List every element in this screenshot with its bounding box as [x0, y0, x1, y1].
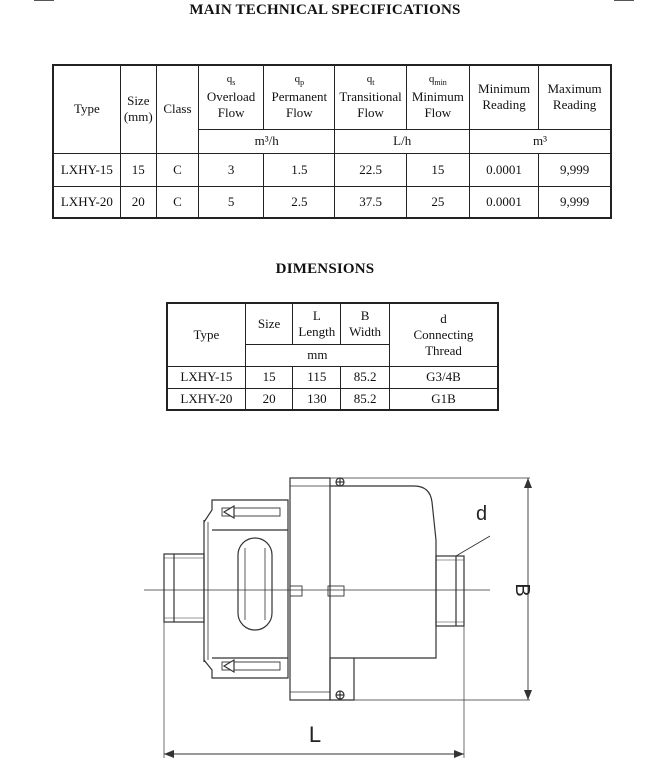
- table-cell: 15: [120, 153, 156, 186]
- qp-name: Permanent Flow: [271, 89, 328, 121]
- register-housing: [330, 478, 530, 700]
- dims-header-type: Type: [167, 303, 245, 366]
- spec-header-min-reading: Minimum Reading: [469, 65, 538, 129]
- spec-table: [52, 64, 612, 219]
- table-cell: 25: [406, 186, 469, 218]
- table-cell: 20: [245, 388, 293, 410]
- spec-header-qp: [264, 65, 335, 129]
- l-label: L: [308, 722, 322, 747]
- qp-symbol: q: [294, 73, 301, 86]
- d-label: d: [476, 503, 488, 525]
- table-row: [53, 186, 611, 218]
- right-connector: [436, 556, 464, 626]
- center-flange: [290, 478, 344, 700]
- qmin-symbol: q: [428, 73, 435, 86]
- table-cell: 22.5: [335, 153, 406, 186]
- d-symbol: d: [440, 310, 447, 326]
- b-name: Width: [349, 323, 382, 339]
- table-cell: 15: [406, 153, 469, 186]
- table-cell: 0.0001: [469, 153, 538, 186]
- table-cell: 15: [245, 366, 293, 388]
- table-cell: LXHY-20: [167, 388, 245, 410]
- inlet-housing: [204, 500, 288, 678]
- qmin-name: Minimum Flow: [411, 89, 464, 121]
- qt-subscript: t: [372, 78, 375, 88]
- table-cell: 2.5: [264, 186, 335, 218]
- b-label: B: [511, 583, 533, 597]
- table-cell: 1.5: [264, 153, 335, 186]
- dims-title: DIMENSIONS: [275, 261, 375, 277]
- b-symbol: B: [360, 307, 370, 323]
- table-cell: 0.0001: [469, 186, 538, 218]
- water-meter-drawing: [140, 462, 560, 766]
- qmin-subscript: min: [434, 78, 447, 88]
- table-cell: 37.5: [335, 186, 406, 218]
- table-row: [167, 366, 498, 388]
- qp-subscript: p: [300, 78, 305, 88]
- screw-icon: [336, 478, 344, 486]
- table-row: [53, 153, 611, 186]
- table-cell: 85.2: [341, 388, 390, 410]
- top-rule-right: [614, 0, 634, 1]
- dims-table: [166, 302, 499, 411]
- dims-header-size: Size: [245, 303, 293, 344]
- spec-header-max-reading: Maximum Reading: [539, 65, 611, 129]
- flow-arrow-icon: [222, 660, 280, 672]
- screw-icon: [336, 691, 344, 699]
- dims-header-d: [389, 303, 498, 366]
- d-name: Connecting Thread: [413, 326, 474, 358]
- table-cell: 9,999: [539, 153, 611, 186]
- dims-unit-mm: mm: [245, 344, 389, 366]
- spec-unit-m3h: m³/h: [199, 129, 335, 153]
- qs-name: Overload Flow: [206, 89, 256, 121]
- spec-header-size: Size (mm): [120, 65, 156, 153]
- table-cell: 9,999: [539, 186, 611, 218]
- table-cell: 20: [120, 186, 156, 218]
- table-cell: 130: [293, 388, 341, 410]
- top-rule-left: [34, 0, 54, 1]
- table-cell: 3: [199, 153, 264, 186]
- table-cell: LXHY-15: [167, 366, 245, 388]
- spec-header-qt: [335, 65, 406, 129]
- table-cell: C: [156, 186, 198, 218]
- l-name: Length: [298, 323, 336, 339]
- table-row: [167, 388, 498, 410]
- dims-header-b: [341, 303, 390, 344]
- table-cell: G3/4B: [389, 366, 498, 388]
- spec-unit-m3: m³: [469, 129, 611, 153]
- left-connector: [164, 554, 204, 622]
- spec-header-qs: [199, 65, 264, 129]
- spec-title: MAIN TECHNICAL SPECIFICATIONS: [189, 2, 461, 18]
- d-leader-line: [456, 536, 490, 556]
- spec-header-qmin: [406, 65, 469, 129]
- dims-header-l: [293, 303, 341, 344]
- table-cell: 5: [199, 186, 264, 218]
- qs-symbol: q: [226, 73, 233, 86]
- table-cell: LXHY-20: [53, 186, 120, 218]
- qt-name: Transitional Flow: [339, 89, 402, 121]
- qt-symbol: q: [366, 73, 373, 86]
- table-cell: G1B: [389, 388, 498, 410]
- spec-unit-lh: L/h: [335, 129, 469, 153]
- table-cell: LXHY-15: [53, 153, 120, 186]
- l-symbol: L: [312, 307, 321, 323]
- table-cell: C: [156, 153, 198, 186]
- flow-arrow-icon: [222, 506, 280, 518]
- spec-header-type: Type: [53, 65, 120, 153]
- table-cell: 115: [293, 366, 341, 388]
- qs-subscript: s: [232, 78, 236, 88]
- table-cell: 85.2: [341, 366, 390, 388]
- spec-header-class: Class: [156, 65, 198, 153]
